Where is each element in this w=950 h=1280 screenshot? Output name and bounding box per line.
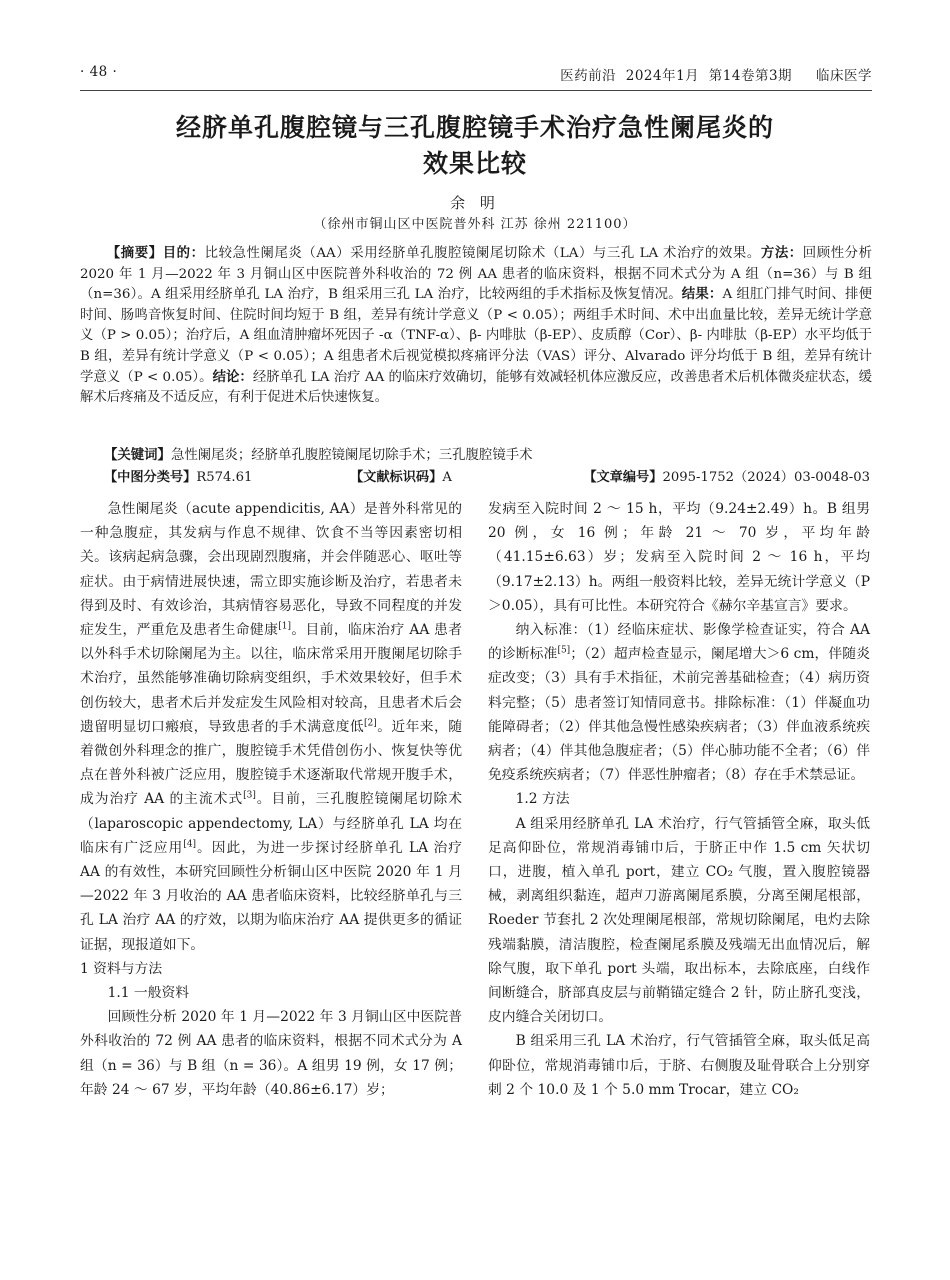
purpose-label: 目的： [162,246,205,261]
article-number: 【文章编号】2095-1752（2024）03-0048-03 [583,470,870,485]
general-data-paragraph: 回顾性分析 2020 年 1 月—2022 年 3 月铜山区中医院普外科收治的 72 例 AA 患者的临床资料，根据不同术式分为 A 组（n = 36）与 B 组（n = 36）。A 组男 19 例，女 17 例；年龄 24 ～ 67 岁，平均年龄（40.86±6.17）岁； [80,1009,462,1098]
section-heading-1-2: 1.2 方法 [515,791,570,808]
keywords [104,444,874,463]
right-column [488,497,870,1102]
method-a-paragraph: A 组采用经脐单孔 LA 术治疗，行气管插管全麻，取头低足高仰卧位，常规消毒铺巾后，于脐正中作 1.5 cm 矢状切口，进腹，植入单孔 port，建立 CO₂ 气腹，置入腹腔镜器械，剥离组织黏连，超声刀游离阑尾系膜，分离至阑尾根部，Roeder 节套扎 2 次处理阑尾根部，常规切除阑尾，电灼去除残端黏膜，清洁腹腔，检查阑尾系膜及残端无出血情况后，解除气腹，取下单孔 port 头端，取出标本，去除底座，白线作间断缝合，脐部真皮层与前鞘锚定缝合 2 针，防止脐孔变浅，皮内缝合关闭切口。 [488,815,870,1026]
abstract [80,244,872,409]
affiliation: （徐州市铜山区中医院普外科 江苏 徐州 221100） [313,217,637,232]
keywords-label: 【关键词】 [104,448,171,463]
conclusion-text: 经脐单孔 LA 治疗 AA 的临床疗效确切，能够有效减轻机体应激反应，改善患者术后机体微炎症状态，缓解术后疼痛及不适反应，有利于促进术后快速恢复。 [80,369,872,406]
ref-3: [3] [243,790,256,801]
general-data-continued: 发病至入院时间 2 ～ 15 h，平均（9.24±2.49）h。B 组男 20 例，女 16 例；年龄 21 ～ 70 岁，平均年龄（41.15±6.63）岁；发病至入院时间 2 ～ 16 h，平均（9.17±2.13）h。两组一般资料比较，差异无统计学意义（P＞0.05），具有可比性。本研究符合《赫尔辛基宣言》要求。 [488,501,870,614]
running-header [80,62,872,91]
abstract-label: 【摘要】 [106,246,163,261]
title-line-1: 经脐单孔腹腔镜与三孔腹腔镜手术治疗急性阑尾炎的 [175,113,774,142]
journal-info: 医药前沿 2024年1月 第14卷第3期 临床医学 [560,68,872,84]
result-label: 结果： [681,287,723,303]
ref-1: [1] [278,621,291,632]
intro-paragraph: 急性阑尾炎（acute appendicitis, AA）是普外科常见的一种急腹症，其发病与作息不规律、饮食不当等因素密切相关。该病起病急骤，会出现剧烈腹痛，并会伴随恶心、呕吐等症状。由于病情进展快速，需立即实施诊断及治疗，若患者未得到及时、有效诊治，其病情容易恶化，导致不同程度的并发症发生，严重危及患者生命健康[1]。目前，临床治疗 AA 患者以外科手术切除阑尾为主。以往，临床常采用开腹阑尾切除手术治疗，虽然能够准确切除病变组织，手术效果较好，但手术创伤较大，患者术后并发症发生风险相对较高，且患者术后会遗留明显切口瘢痕，导致患者的手术满意度低[2]。近年来，随着微创外科理念的推广，腹腔镜手术凭借创伤小、恢复快等优点在普外科被广泛应用，腹腔镜手术逐渐取代常规开腹手术，成为治疗 AA 的主流术式[3]。目前，三孔腹腔镜阑尾切除术（laparoscopic appendectomy, LA）与经脐单孔 LA 均在临床有广泛应用[4]。因此，为进一步探讨经脐单孔 LA 治疗 AA 的有效性，本研究回顾性分析铜山区中医院 2020 年 1 月—2022 年 3 月收治的 AA 患者临床资料，比较经脐单孔与三孔 LA 治疗 AA 的疗效，以期为临床治疗 AA 提供更多的循证证据，现报道如下。 [80,501,463,953]
purpose-text: 比较急性阑尾炎（AA）采用经脐单孔腹腔镜阑尾切除术（LA）与三孔 LA 术治疗的效果。 [204,246,761,261]
title-line-2: 效果比较 [422,149,527,178]
section-heading-1-1: 1.1 一般资料 [107,985,190,1002]
ref-4: [4] [183,839,197,850]
criteria-paragraph: 纳入标准：（1）经临床症状、影像学检查证实，符合 AA 的诊断标准[5]；（2）超声检查显示，阑尾增大＞6 cm，伴随炎症改变；（3）具有手术指征，术前完善基础检查；（4）病历资料完整；（5）患者签订知情同意书。排除标准：（1）伴凝血功能障碍者；（2）伴其他急慢性感染疾病者；（3）伴血液系统疾病者；（4）伴其他急腹症者；（5）伴心肺功能不全者；（6）伴免疫系统疾病者；（7）伴恶性肿瘤者；（8）存在手术禁忌证。 [488,622,870,784]
result-text: A 组肛门排气时间、排便时间、肠鸣音恢复时间、住院时间均短于 B 组，差异有统计学意义（P < 0.05）；两组手术时间、术中出血量比较，差异无统计学意义（P > 0.05）；治疗后，A 组血清肿瘤坏死因子 -α（TNF-α）、β- 内啡肽（β-EP）、皮质醇（Cor）、β- 内啡肽（β-EP）水平均低于 B 组，差异有统计学意义（P < 0.05）；A 组患者术后视觉模拟疼痛评分法（VAS）评分、Alvarado 评分均低于 B 组，差异有统计学意义（P < 0.05）。 [80,287,872,385]
author: 余 明 [450,194,500,212]
method-text: 回顾性分析 2020 年 1 月—2022 年 3 月铜山区中医院普外科收治的 72 例 AA 患者的临床资料，根据不同术式分为 A 组（n=36）与 B 组（n=36）。A 组采用经脐单孔 LA 治疗，B 组采用三孔 LA 治疗，比较两组的手术指标及恢复情况。 [80,246,873,303]
clc-code: 【中图分类号】R574.61 [104,470,253,485]
keywords-text: 急性阑尾炎；经脐单孔腹腔镜阑尾切除手术；三孔腹腔镜手术 [170,448,533,463]
method-b-paragraph: B 组采用三孔 LA 术治疗，行气管插管全麻，取头低足高仰卧位，常规消毒铺巾后，于脐、右侧腹及耻骨联合上分别穿刺 2 个 10.0 及 1 个 5.0 mm Trocar，建立 CO₂ [488,1033,870,1098]
ref-2: [2] [364,718,377,729]
conclusion-label: 结论： [212,369,253,385]
left-column [80,497,462,1102]
page-number: · 48 · [80,64,118,80]
method-label: 方法： [760,246,803,261]
article-title [100,110,850,182]
section-heading-1: 1 资料与方法 [80,960,163,977]
doc-code: 【文献标识码】A [350,470,452,485]
ref-5: [5] [557,645,571,656]
